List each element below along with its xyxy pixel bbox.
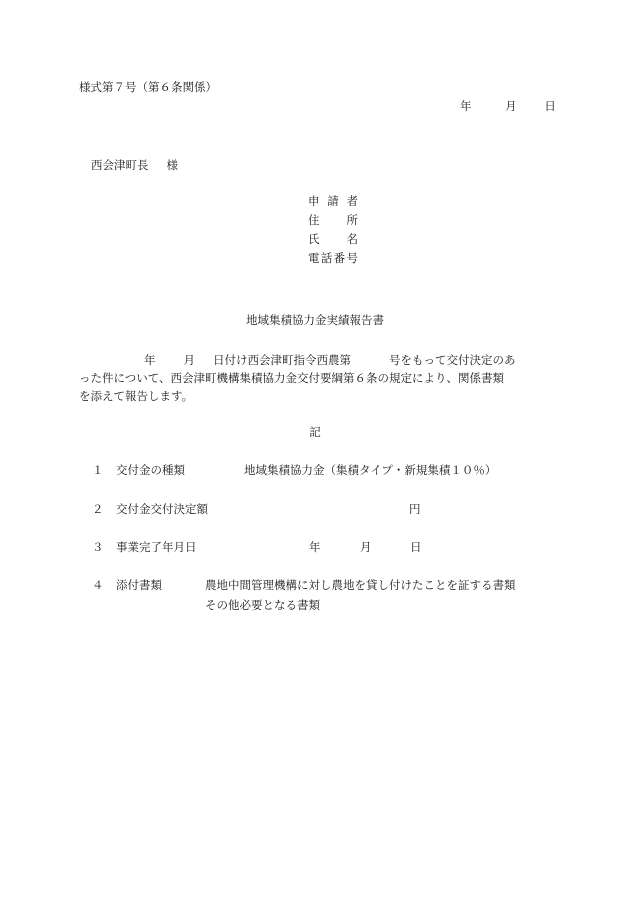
applicant-label: 申 請 者: [308, 194, 358, 208]
item-value-2: その他必要となる書類: [205, 598, 320, 612]
form-number: 様式第７号（第６条関係）: [79, 80, 217, 94]
body-year: 年: [144, 353, 156, 367]
item-grant-type: [92, 463, 497, 477]
date-day: 日: [544, 99, 556, 113]
applicant-phone-label: 電話番号: [308, 251, 358, 265]
item-label: 事業完了年月日: [116, 540, 197, 554]
item-number: １: [92, 463, 104, 477]
date-month: 月: [505, 99, 517, 113]
item-attachments: [92, 578, 516, 612]
applicant-block: [308, 196, 368, 272]
applicant-name-label: 氏 名: [308, 232, 358, 246]
body-month: 月: [183, 353, 195, 367]
item-number: ３: [92, 540, 104, 554]
addressee: [91, 160, 178, 172]
item-value: 農地中間管理機構に対し農地を貸し付けたことを証する書類: [205, 578, 516, 592]
item-value: 地域集積協力金（集積タイプ・新規集積１０％）: [244, 463, 497, 477]
item-label: 交付金交付決定額: [116, 502, 208, 516]
body-line-1: [79, 351, 559, 369]
body-line-3: を添えて報告します。: [79, 389, 194, 403]
date-header: [460, 101, 556, 113]
item-completion-date: [92, 540, 422, 554]
item-month: 月: [360, 540, 372, 554]
item-grant-amount: [92, 502, 421, 516]
item-number: ４: [92, 578, 104, 592]
item-label: 添付書類: [116, 578, 162, 592]
addressee-name: 西会津町長: [91, 158, 149, 172]
item-year: 年: [309, 540, 321, 554]
body-ref-text: 日付け西会津町指令西農第: [213, 353, 351, 367]
body-decision-text: 号をもって交付決定のあ: [389, 353, 516, 367]
ki-heading: 記: [309, 425, 321, 439]
document-title: 地域集積協力金実績報告書: [246, 313, 384, 327]
applicant-address-label: 住 所: [308, 213, 358, 227]
item-day: 日: [410, 540, 422, 554]
item-value: 円: [409, 502, 421, 516]
addressee-honorific: 様: [166, 158, 178, 172]
item-label: 交付金の種類: [116, 463, 185, 477]
date-year: 年: [460, 99, 472, 113]
body-paragraph: [79, 351, 559, 405]
body-line-2: った件について、西会津町機構集積協力金交付要綱第６条の規定により、関係書類: [79, 371, 505, 385]
item-number: ２: [92, 502, 104, 516]
